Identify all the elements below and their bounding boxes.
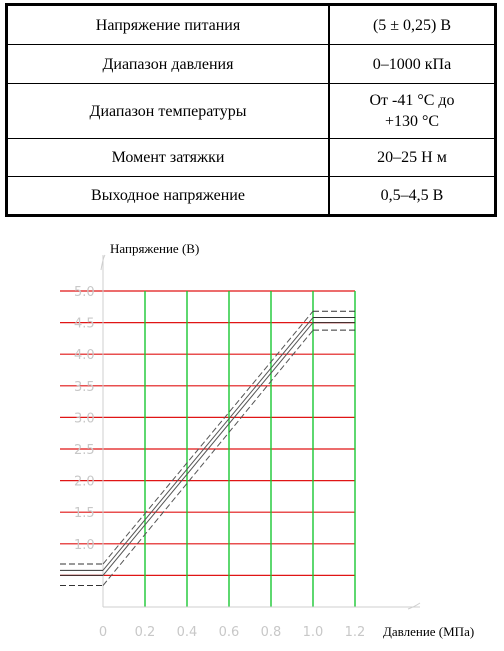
y-tick-label: 1.5 <box>74 506 95 522</box>
y-axis-title: Напряжение (В) <box>110 241 200 256</box>
spec-param: Выходное напряжение <box>7 177 330 216</box>
spec-value: 20–25 Н м <box>329 139 496 177</box>
spec-param: Диапазон температуры <box>7 84 330 139</box>
y-tick-label: 4.5 <box>74 316 95 332</box>
x-tick-label: 0.4 <box>176 625 198 640</box>
spec-param: Диапазон давления <box>7 45 330 84</box>
y-tick-label: 4.0 <box>74 348 95 364</box>
spec-row <box>7 45 496 84</box>
spec-table <box>5 3 497 217</box>
spec-value: От -41 °С до +130 °С <box>329 84 496 139</box>
spec-param: Напряжение питания <box>7 5 330 45</box>
series-line <box>103 318 313 571</box>
spec-row <box>7 139 496 177</box>
spec-value: (5 ± 0,25) В <box>329 5 496 45</box>
x-tick-label: 0.8 <box>260 625 282 640</box>
axes <box>101 255 420 609</box>
tick-labels <box>74 285 365 640</box>
spec-row <box>7 177 496 216</box>
spec-value: 0–1000 кПа <box>329 45 496 84</box>
y-tick-label: 2.5 <box>74 443 95 458</box>
x-tick-label: 1.2 <box>344 625 366 640</box>
y-tick-label: 3.5 <box>74 379 95 395</box>
x-tick-label: 1.0 <box>302 625 324 640</box>
x-tick-label: 0.2 <box>134 625 156 640</box>
x-tick-label: 0 <box>98 625 108 640</box>
spec-row <box>7 5 496 45</box>
x-axis-title: Давление (МПа) <box>383 624 475 639</box>
x-axis-arrow <box>408 603 420 609</box>
y-tick-label: 5.0 <box>74 285 95 300</box>
y-tick-label: 2.0 <box>74 474 95 490</box>
y-tick-label: 3.0 <box>74 411 95 427</box>
spec-value: 0,5–4,5 В <box>329 177 496 216</box>
voltage-pressure-chart <box>0 230 504 651</box>
series-line <box>103 311 313 564</box>
spec-row <box>7 84 496 139</box>
x-tick-label: 0.6 <box>218 625 240 640</box>
y-tick-label: 1.0 <box>74 537 95 553</box>
spec-param: Момент затяжки <box>7 139 330 177</box>
series-line <box>103 330 313 585</box>
